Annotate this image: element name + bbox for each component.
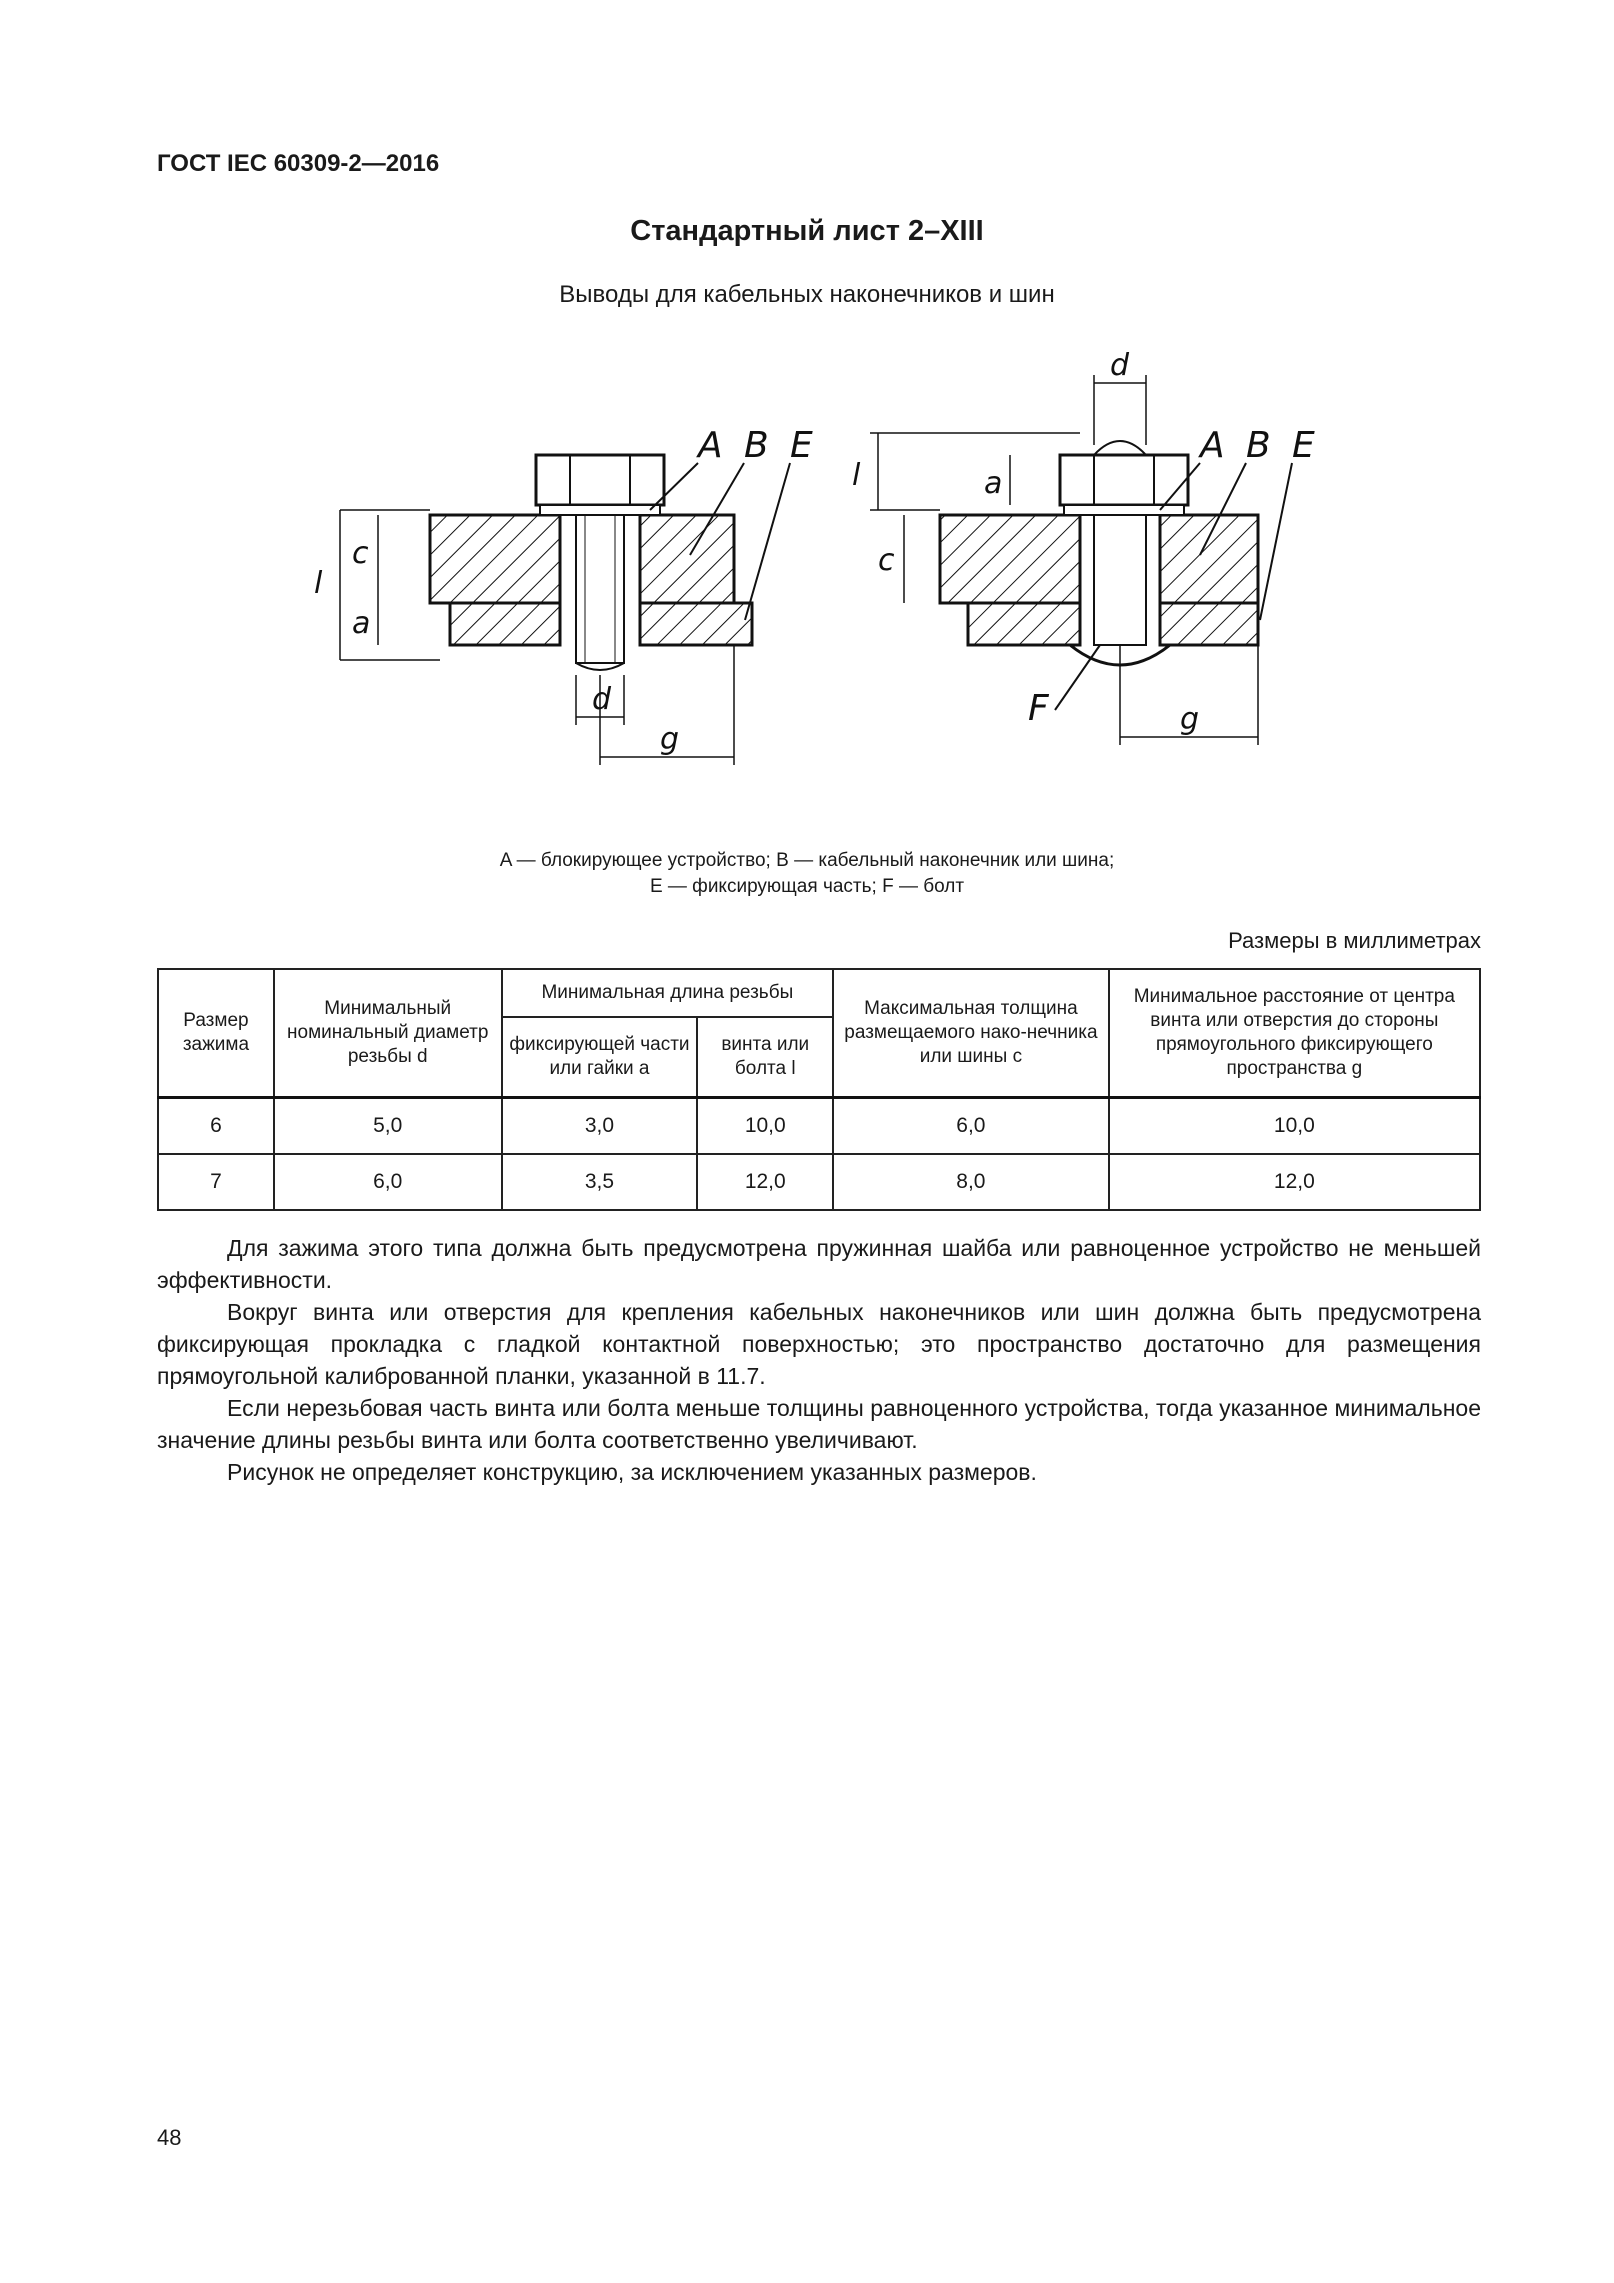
header-fixing-part: фиксирующей части или гайки a <box>502 1017 698 1098</box>
right-view <box>852 348 1315 745</box>
legend-line-1: A — блокирующее устройство; B — кабельный наконечник или шина; <box>499 850 1115 871</box>
label-a-dim-left: a <box>352 606 371 641</box>
cell-d: 5,0 <box>274 1098 502 1155</box>
page-title: Стандартный лист 2–XIII <box>630 215 984 247</box>
label-e-right: E <box>1292 425 1315 466</box>
cell-c: 8,0 <box>833 1154 1109 1210</box>
label-a-dim-right: a <box>984 466 1003 501</box>
header-screw-bolt: винта или болта l <box>697 1017 833 1098</box>
label-l-left: l <box>314 566 323 601</box>
paragraph: Для зажима этого типа должна быть предусмотрена пружинная шайба или равноценное устройство не меньшей эффективности. <box>157 1235 1481 1293</box>
header-max-thickness: Максимальная толщина размещаемого нако-нечника или шины c <box>833 969 1109 1098</box>
cell-l: 12,0 <box>697 1154 833 1210</box>
label-a-right: A <box>1200 425 1225 466</box>
legend-line-2: E — фиксирующая часть; F — болт <box>649 876 965 897</box>
body-text <box>157 1232 1481 1488</box>
cell-a: 3,0 <box>502 1098 698 1155</box>
terminal-figure <box>300 345 1350 805</box>
paragraph: Рисунок не определяет конструкцию, за исключением указанных размеров. <box>227 1459 1037 1485</box>
paragraph: Вокруг винта или отверстия для крепления кабельных наконечников или шин должна быть предусмотрена фиксирующая прокладка с гладкой контактной поверхностью; это пространство достаточно для размещения прямоугольной калиброванной планки, указанной в 11.7. <box>157 1299 1481 1389</box>
label-b-right: B <box>1246 425 1271 466</box>
label-e-left: E <box>790 425 813 466</box>
table-row <box>158 1098 1480 1155</box>
cell-size: 6 <box>158 1098 274 1155</box>
page-subtitle: Выводы для кабельных наконечников и шин <box>559 281 1055 308</box>
cell-g: 12,0 <box>1109 1154 1480 1210</box>
paragraph: Если нерезьбовая часть винта или болта меньше толщины равноценного устройства, тогда указанное минимальное значение длины резьбы винта или болта соответственно увеличивают. <box>157 1395 1481 1453</box>
label-f-right: F <box>1028 688 1049 729</box>
header-min-thread-length: Минимальная длина резьбы <box>502 969 834 1017</box>
header-size: Размер зажима <box>158 969 274 1098</box>
units-note: Размеры в миллиметрах <box>1228 928 1481 953</box>
cell-d: 6,0 <box>274 1154 502 1210</box>
label-d-left: d <box>592 682 612 717</box>
label-a-left: A <box>698 425 723 466</box>
cell-size: 7 <box>158 1154 274 1210</box>
document-code: ГОСТ IEC 60309-2—2016 <box>157 150 440 177</box>
label-g-left: g <box>660 722 680 757</box>
cell-a: 3,5 <box>502 1154 698 1210</box>
label-b-left: B <box>744 425 769 466</box>
label-d-right: d <box>1110 348 1130 383</box>
label-l-right: l <box>852 458 861 493</box>
terminal-drawing <box>300 345 1350 805</box>
cell-c: 6,0 <box>833 1098 1109 1155</box>
label-c-right: c <box>878 543 895 578</box>
header-min-distance: Минимальное расстояние от центра винта или отверстия до стороны прямоугольного фиксирующего пространства g <box>1109 969 1480 1098</box>
left-view <box>314 425 813 765</box>
dimensions-table <box>157 968 1481 1211</box>
header-min-diameter: Минимальный номинальный диаметр резьбы d <box>274 969 502 1098</box>
label-g-right: g <box>1180 702 1200 737</box>
cell-l: 10,0 <box>697 1098 833 1155</box>
page-number: 48 <box>157 2125 182 2150</box>
cell-g: 10,0 <box>1109 1098 1480 1155</box>
label-c-left: c <box>352 536 369 571</box>
figure-legend <box>0 848 1614 900</box>
table-row <box>158 1154 1480 1210</box>
